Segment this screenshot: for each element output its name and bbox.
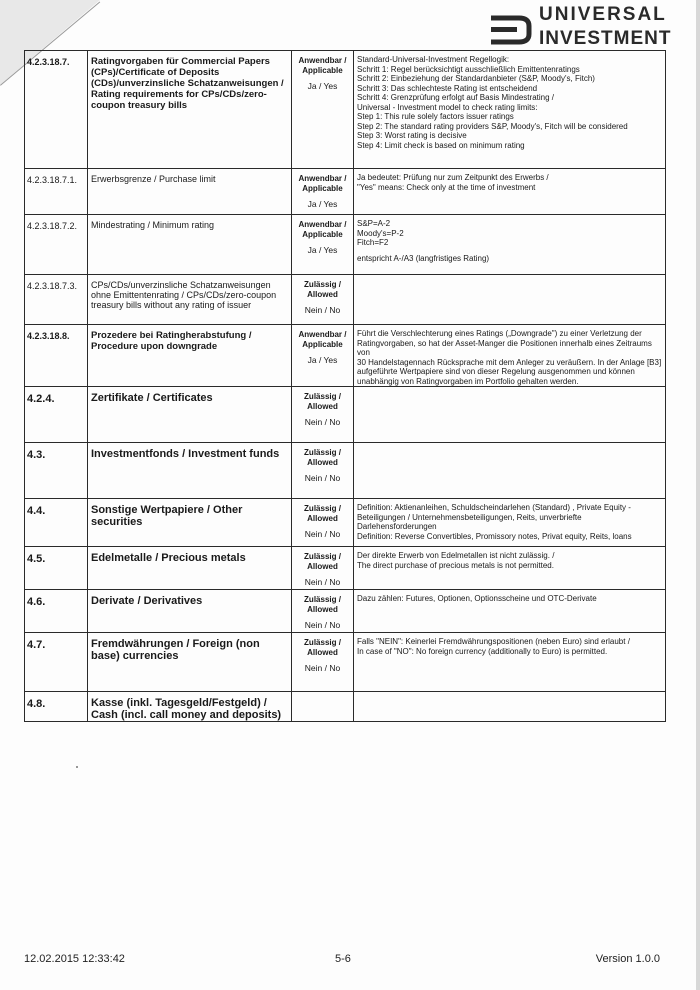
table-row [25,443,666,499]
description-cell [354,169,666,215]
status-value: Ja / Yes [307,355,338,365]
description-cell [354,387,666,443]
description-line: In case of "NO": No foreign currency (additionally to Euro) is permitted. [357,646,608,656]
status-cell [292,633,354,692]
description-line: Step 4: Limit check is based on minimum rating [357,140,525,150]
table-row [25,633,666,692]
description-line: Der direkte Erwerb von Edelmetallen ist nicht zulässig. / [357,551,555,560]
table-row [25,590,666,633]
row-title: Edelmetalle / Precious metals [88,547,292,590]
row-title: Mindestrating / Minimum rating [88,215,292,275]
description-line: Führt die Verschlechterung eines Ratings („Downgrade") zu einer Verletzung der [357,329,642,338]
status-label: Anwendbar / Applicable [298,174,347,193]
logo-text-investment: INVESTMENT [539,28,672,49]
status-cell [292,590,354,633]
status-label: Zulässig / Allowed [304,504,341,523]
row-number: 4.5. [25,547,88,590]
status-cell [292,169,354,215]
description-line: Falls "NEIN": Keinerlei Fremdwährungspositionen (neben Euro) sind erlaubt / [357,637,630,646]
description-line: Ja bedeutet: Prüfung nur zum Zeitpunkt des Erwerbs / [357,173,549,182]
status-label: Anwendbar / Applicable [298,220,347,239]
universal-investment-logo [489,4,672,52]
status-label: Zulässig / Allowed [304,392,341,411]
status-value: Nein / No [304,529,341,539]
description-line: Schritt 3: Das schlechteste Rating ist entscheidend [357,83,538,93]
table-row [25,215,666,275]
description-cell [354,590,666,633]
row-number: 4.2.3.18.7. [25,51,88,169]
description-line: Definition: Reverse Convertibles, Promissory notes, Privat equity, Reits, loans [357,531,632,541]
status-cell [292,387,354,443]
table-row [25,499,666,547]
table-row [25,547,666,590]
row-number: 4.3. [25,443,88,499]
status-label: Anwendbar / Applicable [298,330,347,349]
description-line: Definition: Aktienanleihen, Schuldscheindarlehen (Standard) , Private Equity - [357,503,631,512]
description-cell [354,499,666,547]
row-title: Prozedere bei Ratingherabstufung / Procedure upon downgrade [88,325,292,387]
row-number: 4.2.3.18.7.3. [25,275,88,325]
description-cell [354,547,666,590]
row-number: 4.8. [25,692,88,722]
status-value: Nein / No [304,577,341,587]
description-line: "Yes" means: Check only at the time of investment [357,182,536,192]
status-value: Ja / Yes [307,81,338,91]
status-cell [292,275,354,325]
logo-text-universal: UNIVERSAL [539,4,667,25]
description-line: Schritt 2: Einbeziehung der Standardanbieter (S&P, Moody's, Fitch) [357,74,595,83]
table-row [25,325,666,387]
row-number: 4.2.3.18.7.1. [25,169,88,215]
row-title: CPs/CDs/unverzinsliche Schatzanweisungen ohne Emittentenrating / CPs/CDs/zero-coupon treasury bills without any rating of issuer [88,275,292,325]
description-line: Schritt 1: Regel berücksichtigt ausschließlich Emittentenratings [357,64,580,74]
footer-page-number: 5-6 [335,953,351,965]
status-value: Ja / Yes [307,199,338,209]
status-label: Anwendbar / Applicable [298,56,347,75]
row-number: 4.7. [25,633,88,692]
row-title: Erwerbsgrenze / Purchase limit [88,169,292,215]
row-title: Ratingvorgaben für Commercial Papers (CPs)/Certificate of Deposits (CDs)/unverzinsliche Schatzanweisungen / Rating requirements for CPs/CDs/zero-coupon treasury bills [88,51,292,169]
description-line: Dazu zählen: Futures, Optionen, Optionsscheine und OTC-Derivate [357,594,597,603]
description-line: S&P=A-2 [357,219,391,228]
table-row [25,275,666,325]
status-cell [292,325,354,387]
description-line: Universal - Investment model to check rating limits: [357,102,538,112]
description-cell [354,692,666,722]
description-line: entspricht A-/A3 (langfristiges Rating) [357,253,490,263]
description-cell [354,275,666,325]
status-cell [292,692,354,722]
description-cell [354,51,666,169]
row-title: Fremdwährungen / Foreign (non base) currencies [88,633,292,692]
status-label: Zulässig / Allowed [304,595,341,614]
description-cell [354,325,666,387]
status-label: Zulässig / Allowed [304,280,341,299]
status-label: Zulässig / Allowed [304,448,341,467]
footer-date: 12.02.2015 12:33:42 [24,953,125,965]
description-line: Step 3: Worst rating is decisive [357,131,467,140]
description-line: Moody's=P-2 [357,228,404,238]
row-title: Sonstige Wertpapiere / Other securities [88,499,292,547]
footer-version: Version 1.0.0 [595,953,660,965]
table-row [25,692,666,722]
investment-rules-table [24,50,666,722]
table-row [25,169,666,215]
status-label: Zulässig / Allowed [304,552,341,571]
row-title: Kasse (inkl. Tagesgeld/Festgeld) / Cash (incl. call money and deposits) [88,692,292,722]
table-row [25,387,666,443]
row-number: 4.4. [25,499,88,547]
status-value: Ja / Yes [307,245,338,255]
status-cell [292,443,354,499]
status-value: Nein / No [304,417,341,427]
status-cell [292,215,354,275]
status-value: Nein / No [304,663,341,673]
description-cell [354,443,666,499]
status-value: Nein / No [304,305,341,315]
description-line: Fitch=F2 [357,238,389,247]
description-line: Step 2: The standard rating providers S&P, Moody's, Fitch will be considered [357,121,628,131]
description-line: Step 1: This rule solely factors issuer ratings [357,112,514,121]
status-cell [292,547,354,590]
description-cell [354,633,666,692]
table-row [25,51,666,169]
row-title: Derivate / Derivatives [88,590,292,633]
description-line: Schritt 4: Grenzprüfung erfolgt auf Basis Mindestrating / [357,93,554,102]
row-title: Zertifikate / Certificates [88,387,292,443]
logo-mark-icon [489,14,533,46]
description-line: unabhängig von Ratingvorgaben im Portfolio gehalten werden. [357,376,579,386]
description-line: aufgeführte Wertpapiere sind von dieser Regelung ausgenommen und können [357,367,635,376]
status-cell [292,499,354,547]
row-number: 4.2.4. [25,387,88,443]
row-number: 4.6. [25,590,88,633]
row-number: 4.2.3.18.7.2. [25,215,88,275]
status-value: Nein / No [304,473,341,483]
row-title: Investmentfonds / Investment funds [88,443,292,499]
status-label: Zulässig / Allowed [304,638,341,657]
description-line: Ratingvorgaben, so hat der Asset-Manger die Positionen innerhalb eines Zeitraums von [357,338,652,357]
description-line: Beteiligungen / Unternehmensbeteiligungen, Reits, unverbriefte Darlehensforderungen [357,512,582,531]
description-line: Standard-Universal-Investment Regellogik: [357,55,510,64]
description-cell [354,215,666,275]
status-cell [292,51,354,169]
description-line: The direct purchase of precious metals is not permitted. [357,560,554,570]
scan-speck [76,766,78,768]
description-line: 30 Handelstagennach Rücksprache mit dem Anleger zu veräußern. In der Anlage [B3] [357,357,662,367]
status-value: Nein / No [304,620,341,630]
row-number: 4.2.3.18.8. [25,325,88,387]
scan-edge [696,0,700,990]
